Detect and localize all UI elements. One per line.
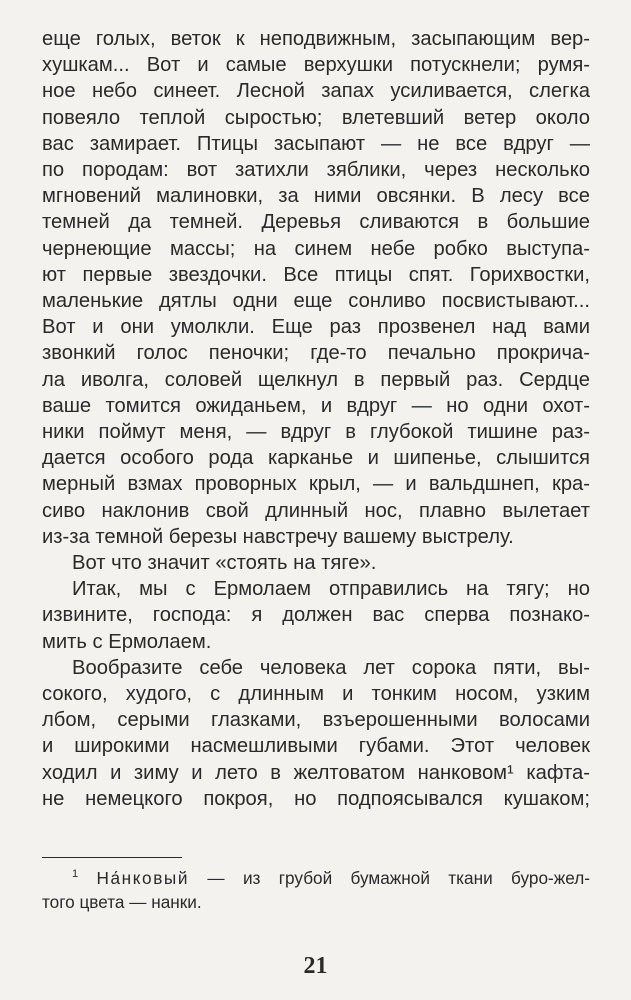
text-line: и широкими насмешливыми губами. Этот человек	[42, 735, 590, 758]
text-line: мгновений малиновки, за ними овсянки. В лесу все	[42, 185, 590, 208]
text-line: ное небо синеет. Лесной запах усиливается, слегка	[42, 80, 590, 103]
text-line: чернеющие массы; на синем небе робко выступа-	[42, 237, 590, 260]
text-line: дается особого рода карканье и шипенье, слышится	[42, 447, 590, 470]
text-line: не немецкого покроя, но подпоясывался кушаком;	[42, 787, 590, 810]
text-line: лбом, серыми глазками, взъерошенными волосами	[42, 709, 590, 732]
footnote-line-1	[42, 862, 590, 890]
footnote-term: На́нковый	[96, 868, 190, 888]
text-line: из-за темной березы навстречу вашему выстрелу.	[42, 525, 514, 548]
text-line: сокого, худого, с длинным и тонким носом, узким	[42, 683, 590, 706]
footnote-definition: — из грубой бумажной ткани буро-жел-	[189, 868, 590, 888]
text-line: Вот что значит «стоять на тяге».	[72, 552, 377, 575]
footnote-rule	[42, 857, 182, 858]
text-line: вас замирает. Птицы засыпают — не все вдруг —	[42, 132, 590, 155]
text-line: ваше томится ожиданьем, и вдруг — но одни охот-	[42, 394, 590, 417]
text-line: мить с Ермолаем.	[42, 630, 212, 653]
footnote-marker: 1	[72, 868, 79, 880]
text-line: ники поймут меня, — вдруг в глубокой тишине раз-	[42, 421, 590, 444]
footnote	[42, 862, 590, 914]
text-line: Вот и они умолкли. Еще раз прозвенел над вами	[42, 316, 590, 339]
text-line: мерный взмах проворных крыл, — и вальдшнеп, кра-	[42, 473, 590, 496]
text-line: повеяло теплой сыростью; влетевший ветер около	[42, 106, 590, 129]
page-number: 21	[303, 953, 328, 979]
text-line: маленькие дятлы одни еще сонливо посвистывают...	[42, 290, 590, 313]
text-line: по породам: вот затихли зяблики, через несколько	[42, 159, 590, 182]
text-line: Вообразите себе человека лет сорока пяти, вы-	[72, 656, 590, 679]
text-line: еще голых, веток к неподвижным, засыпающим вер-	[42, 28, 590, 50]
text-line: хушкам... Вот и самые верхушки потускнели; румя-	[42, 54, 590, 77]
text-line: темней да темней. Деревья сливаются в большие	[42, 211, 590, 234]
text-line: ла иволга, соловей щелкнул в первый раз. Сердце	[42, 368, 590, 391]
footnote-line-2: того цвета — нанки.	[42, 892, 202, 912]
body-text	[42, 26, 590, 812]
text-line: сиво наклонив свой длинный нос, плавно вылетает	[42, 499, 590, 522]
text-line: звонкий голос пеночки; где-то печально прокрича-	[42, 342, 590, 365]
text-line: Итак, мы с Ермолаем отправились на тягу; но	[72, 578, 590, 601]
text-line: извините, господа: я должен вас сперва познако-	[42, 604, 590, 627]
text-line: ходил и зиму и лето в желтоватом нанковом¹ кафта-	[42, 761, 590, 784]
text-line: ют первые звездочки. Все птицы спят. Горихвостки,	[42, 263, 590, 286]
